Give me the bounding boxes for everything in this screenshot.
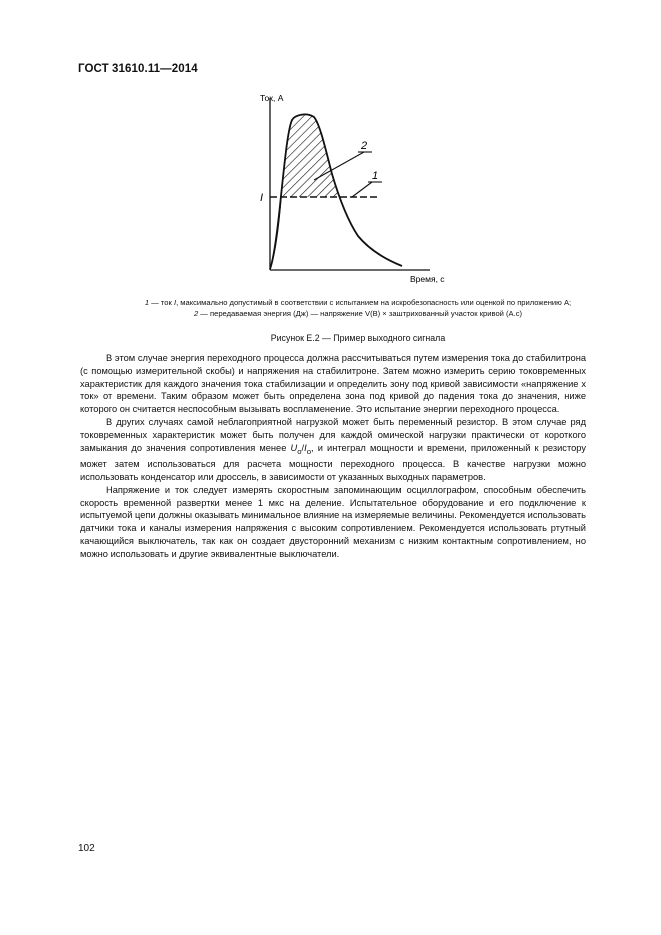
- callout-1-label: 1: [372, 170, 379, 182]
- figure-legend: [78, 298, 638, 319]
- paragraph-1: В этом случае энергия переходного процесса должна рассчитываться путем измерения тока до стабилитрона (с помощью измерительной скобы) и напряжения на стабилитроне. Затем можно измерить серию токовременных характеристик для каждого значения тока стабилизации и определить зону под кривой зависимости «напряжение х ток» от времени. Таким образом может быть определена зона под кривой до падения тока до значения, ниже которого он считается неспособным вызывать воспламенение. Это испытание энергии переходного процесса.: [80, 353, 586, 415]
- output-signal-figure: [240, 86, 450, 286]
- paragraph-2: В других случаях самой неблагоприятной нагрузкой может быть переменный резистор. В этом случае ряд токовременных характеристик может быть получен для каждой омической нагрузки практически от короткого замыкания до значения сопротивления менее $U_o/I_o$, и интеграл мощности и времени, приложенный к резистору может затем использоваться для расчета мощности переходного процесса. В качестве нагрузки можно использовать конденсатор или дроссель, в зависимости от указанных выходных параметров.: [80, 416, 586, 483]
- current-limit-marker: I: [260, 192, 264, 204]
- current-time-graph: [240, 86, 450, 286]
- page-number: 102: [78, 843, 95, 854]
- callout-1-leader: [352, 182, 372, 197]
- legend-item-1: 1 — ток I, максимально допустимый в соответствии с испытанием на искробезопасность или оценкой по приложению А;: [144, 298, 572, 307]
- figure-caption: Рисунок Е.2 — Пример выходного сигнала: [270, 333, 446, 343]
- body-text: [80, 352, 586, 561]
- x-axis-label: Время, с: [410, 274, 445, 284]
- callout-2-label: 2: [361, 140, 368, 152]
- document-header: ГОСТ 31610.11—2014: [78, 63, 198, 75]
- legend-item-2: 2 — передаваемая энергия (Дж) — напряжение V(В) × заштрихованный участок кривой (А.с): [193, 308, 523, 318]
- y-axis-label: Ток, А: [260, 93, 284, 103]
- paragraph-3: Напряжение и ток следует измерять скоростным запоминающим осциллографом, способным обеспечить скорость временной развертки менее 1 мкс на деление. Испытательное оборудование и его подключение к испытуемой цепи должны оказывать минимальное влияние на измеряемые величины. Рекомендуется использовать датчики тока и каналы измерения напряжения с высоким сопротивлением. Рекомендуется использовать ртутный качающийся выключатель, так как он создает двусторонний механизм с низким контактным сопротивлением, но можно использовать и другие эквивалентные выключатели.: [80, 484, 586, 559]
